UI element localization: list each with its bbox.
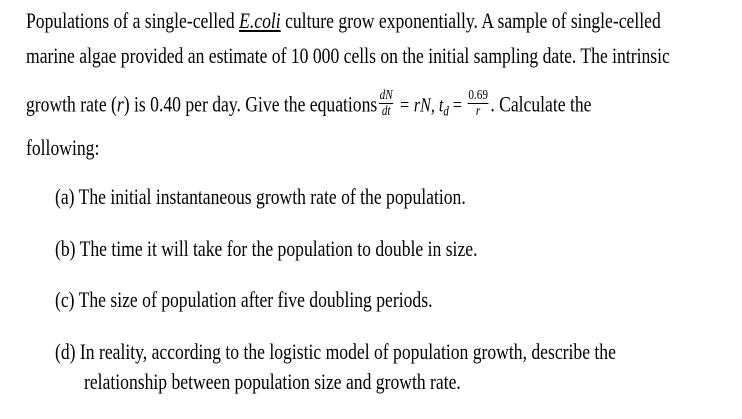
subscript-d: d bbox=[443, 104, 449, 120]
text-segment: ) is 0.40 per day. Give the equations bbox=[123, 91, 378, 117]
fraction-numerator: 0.69 bbox=[468, 88, 488, 103]
text-segment: culture grow exponentially. A sample of single-celled bbox=[280, 8, 661, 33]
text-segment: Populations of a single-celled bbox=[26, 8, 240, 33]
question-item-a: (a) The initial instantaneous growth rate of the population. bbox=[55, 184, 466, 209]
fraction-dn-dt bbox=[379, 88, 394, 119]
question-item-b: (b) The time it will take for the population to double in size. bbox=[55, 236, 478, 261]
question-item-d: (d) In reality, according to the logistic model of population growth, describe the bbox=[55, 339, 616, 364]
doubling-time-symbol: t bbox=[438, 94, 444, 117]
text-segment: . Calculate the bbox=[490, 91, 592, 117]
species-name: E.coli bbox=[239, 8, 281, 33]
equation-rhs: = rN, bbox=[395, 94, 439, 117]
paragraph-line-1 bbox=[26, 8, 661, 34]
text-segment: growth rate ( bbox=[26, 91, 117, 117]
paragraph-line-2: marine algae provided an estimate of 10 000 cells on the initial sampling date. The intrinsic bbox=[26, 43, 670, 68]
question-item-c: (c) The size of population after five doubling periods. bbox=[55, 287, 433, 312]
paragraph-line-4: following: bbox=[26, 135, 100, 160]
equals-sign: = bbox=[448, 94, 466, 117]
fraction-denominator: dt bbox=[381, 104, 391, 119]
paragraph-line-3 bbox=[26, 88, 592, 126]
question-item-d-continued: relationship between population size and growth rate. bbox=[84, 369, 461, 394]
growth-rate-symbol: r bbox=[116, 91, 124, 117]
fraction-denominator: r bbox=[475, 104, 481, 119]
fraction-069-r bbox=[468, 88, 489, 119]
fraction-numerator: dN bbox=[379, 88, 393, 103]
